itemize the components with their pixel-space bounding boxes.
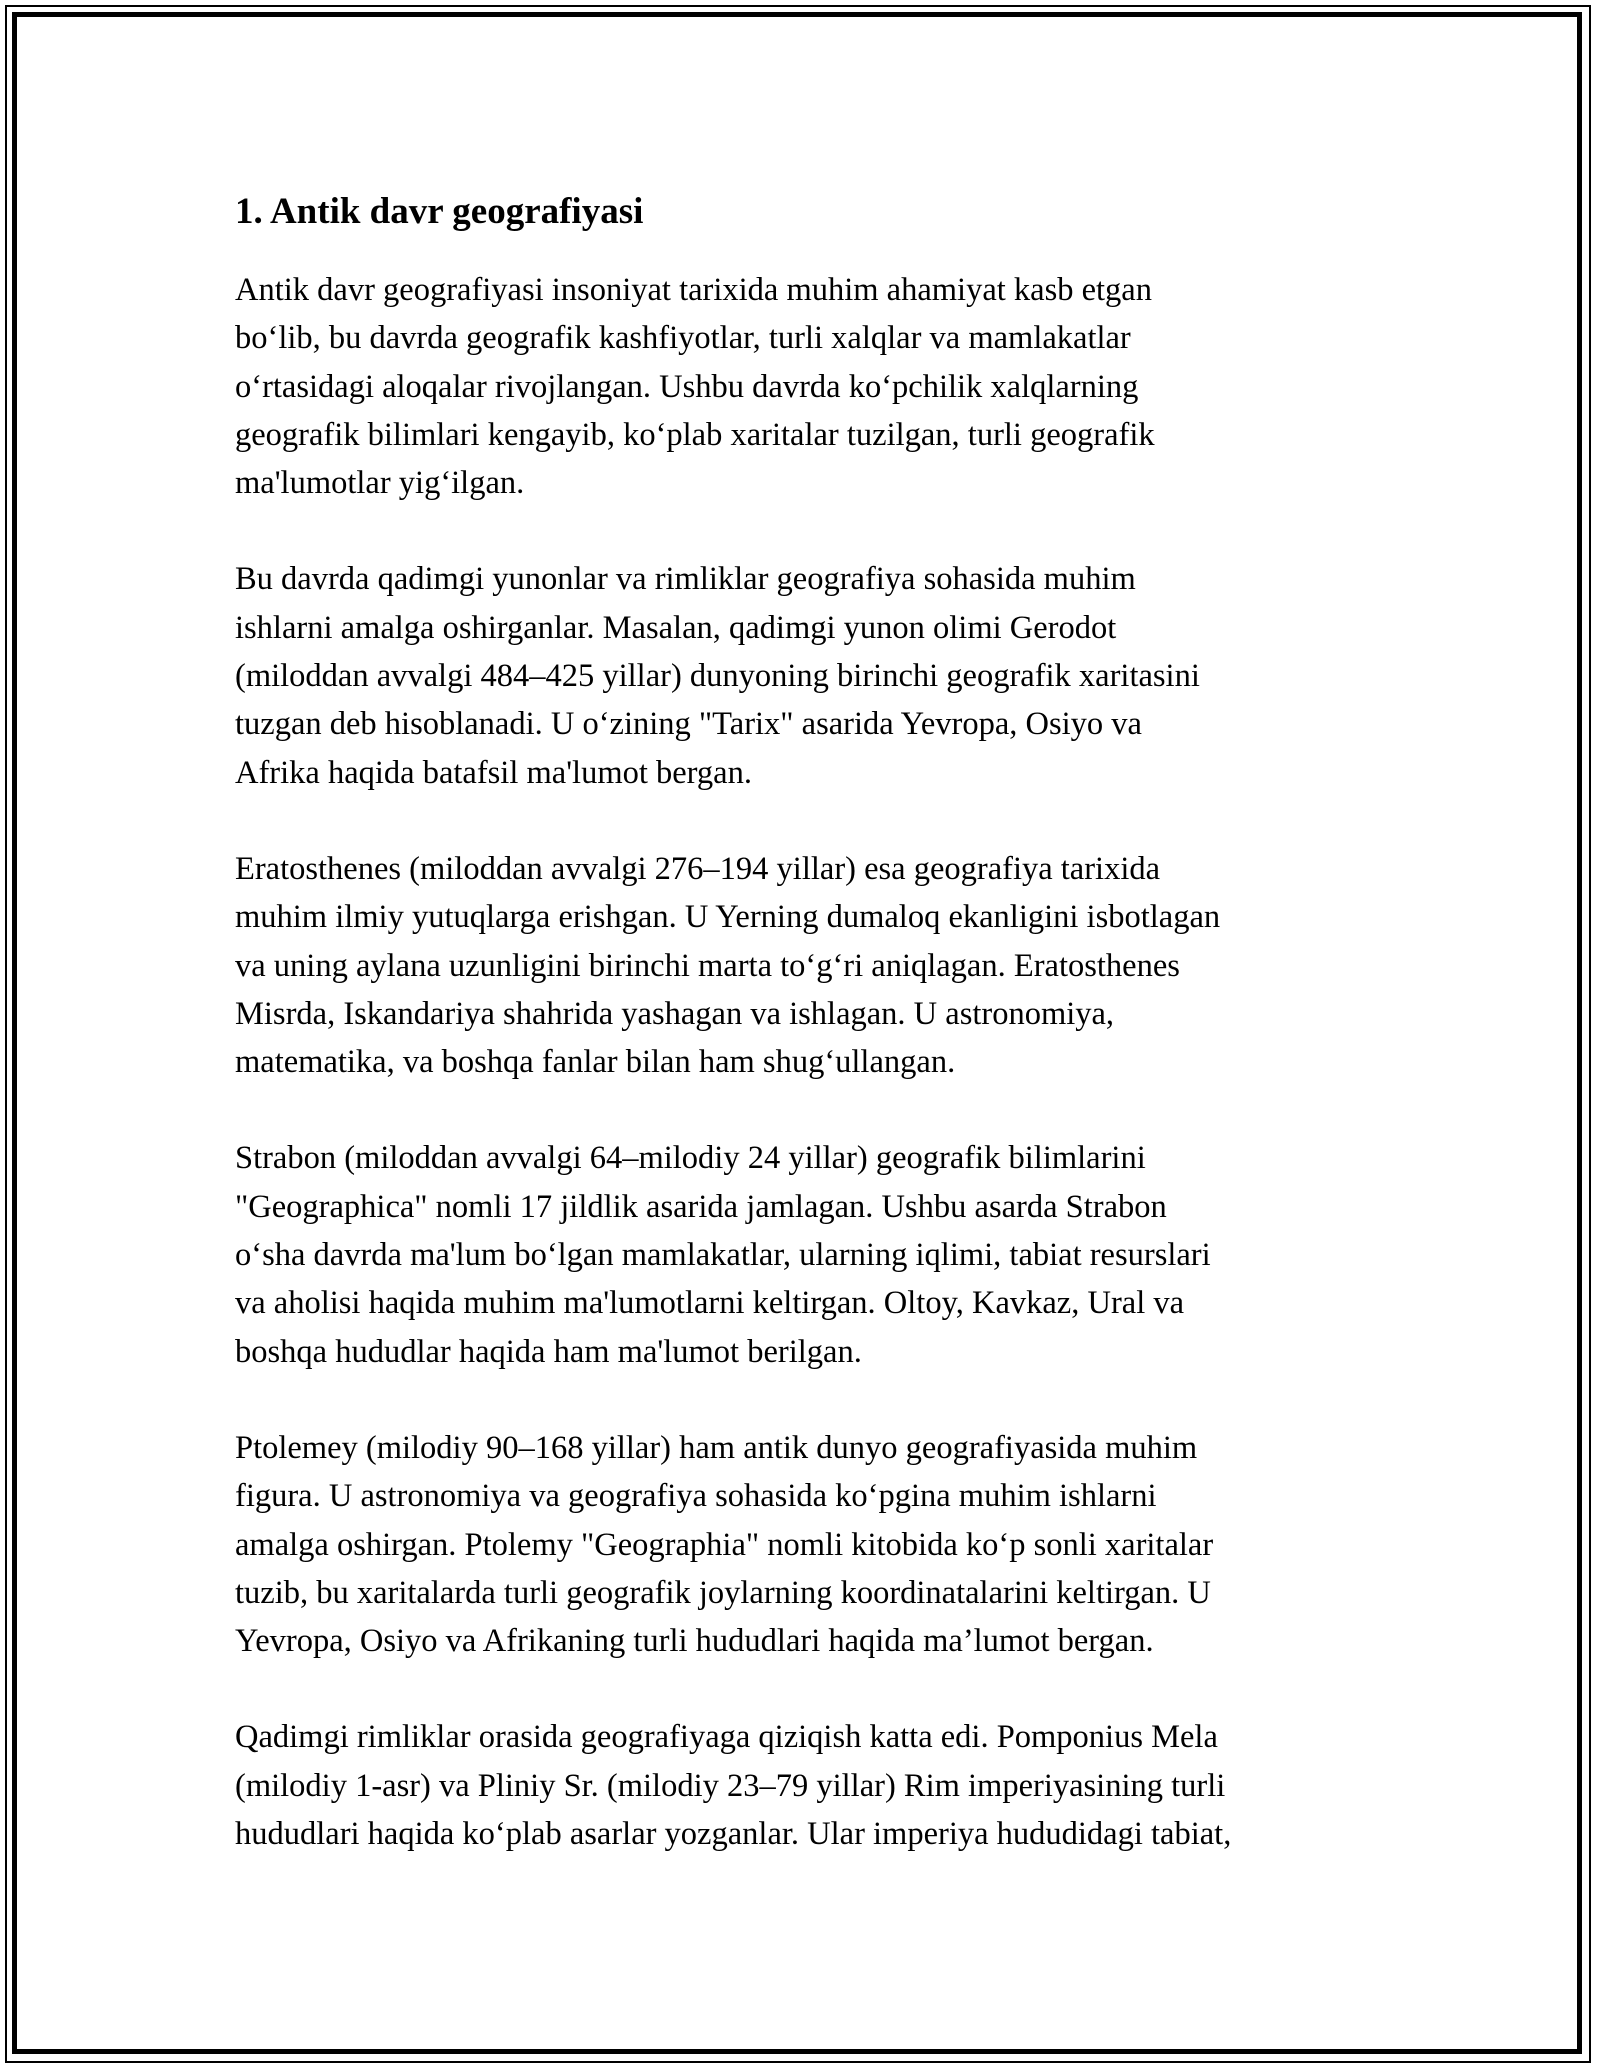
document-body [235,182,1385,1906]
section-heading: 1. Antik davr geografiyasi [235,191,644,232]
paragraph-antik-davr: Antik davr geografiyasi insoniyat tarixida muhim ahamiyat kasb etgan bo‘lib, bu davrda geografik kashfiyotlar, turli xalqlar va mamlakatlar o‘rtasidagi aloqalar rivojlangan. Ushbu davrda ko‘pchilik xalqlarning geografik bilimlari kengayib, ko‘plab xaritalar tuzilgan, turli geografik ma'lumotlar yig‘ilgan. [235,272,1155,502]
paragraph-ptolemey: Ptolemey (milodiy 90–168 yillar) ham antik dunyo geografiyasida muhim figura. U astronomiya va geografiya sohasida ko‘pgina muhim ishlarni amalga oshirgan. Ptolemy "Geographia" nomli kitobida ko‘p sonli xaritalar tuzib, bu xaritalarda turli geografik joylarning koordinatalarini keltirgan. U Yevropa, Osiyo va Afrikaning turli hududlari haqida ma’lumot bergan. [235,1429,1214,1660]
paragraph-yunonlar-rimliklar: Bu davrda qadimgi yunonlar va rimliklar geografiya sohasida muhim ishlarni amalga oshirganlar. Masalan, qadimgi yunon olimi Gerodot (miloddan avvalgi 484–425 yillar) dunyoning birinchi geografik xaritasini tuzgan deb hisoblanadi. U o‘zining "Tarix" asarida Yevropa, Osiyo va Afrika haqida batafsil ma'lumot bergan. [235,561,1200,791]
paragraph-eratosthenes: Eratosthenes (miloddan avvalgi 276–194 yillar) esa geografiya tarixida muhim ilmiy yutuqlarga erishgan. U Yerning dumaloq ekanligini isbotlagan va uning aylana uzunligini birinchi marta to‘g‘ri aniqlagan. Eratosthenes Misrda, Iskandariya shahrida yashagan va ishlagan. U astronomiya, matematika, va boshqa fanlar bilan ham shug‘ullangan. [235,850,1221,1081]
paragraph-strabon: Strabon (miloddan avvalgi 64–milodiy 24 yillar) geografik bilimlarini "Geographica" nomli 17 jildlik asarida jamlagan. Ushbu asarda Strabon o‘sha davrda ma'lum bo‘lgan mamlakatlar, ularning iqlimi, tabiat resurslari va aholisi haqida muhim ma'lumotlarni keltirgan. Oltoy, Kavkaz, Ural va boshqa hududlar haqida ham ma'lumot berilgan. [235,1140,1211,1370]
paragraph-qadimgi-rimliklar: Qadimgi rimliklar orasida geografiyaga qiziqish katta edi. Pomponius Mela (milodiy 1-asr) va Pliniy Sr. (milodiy 23–79 yillar) Rim imperiyasining turli hududlari haqida ko‘plab asarlar yozganlar. Ular imperiya hududidagi tabiat, [235,1719,1232,1853]
